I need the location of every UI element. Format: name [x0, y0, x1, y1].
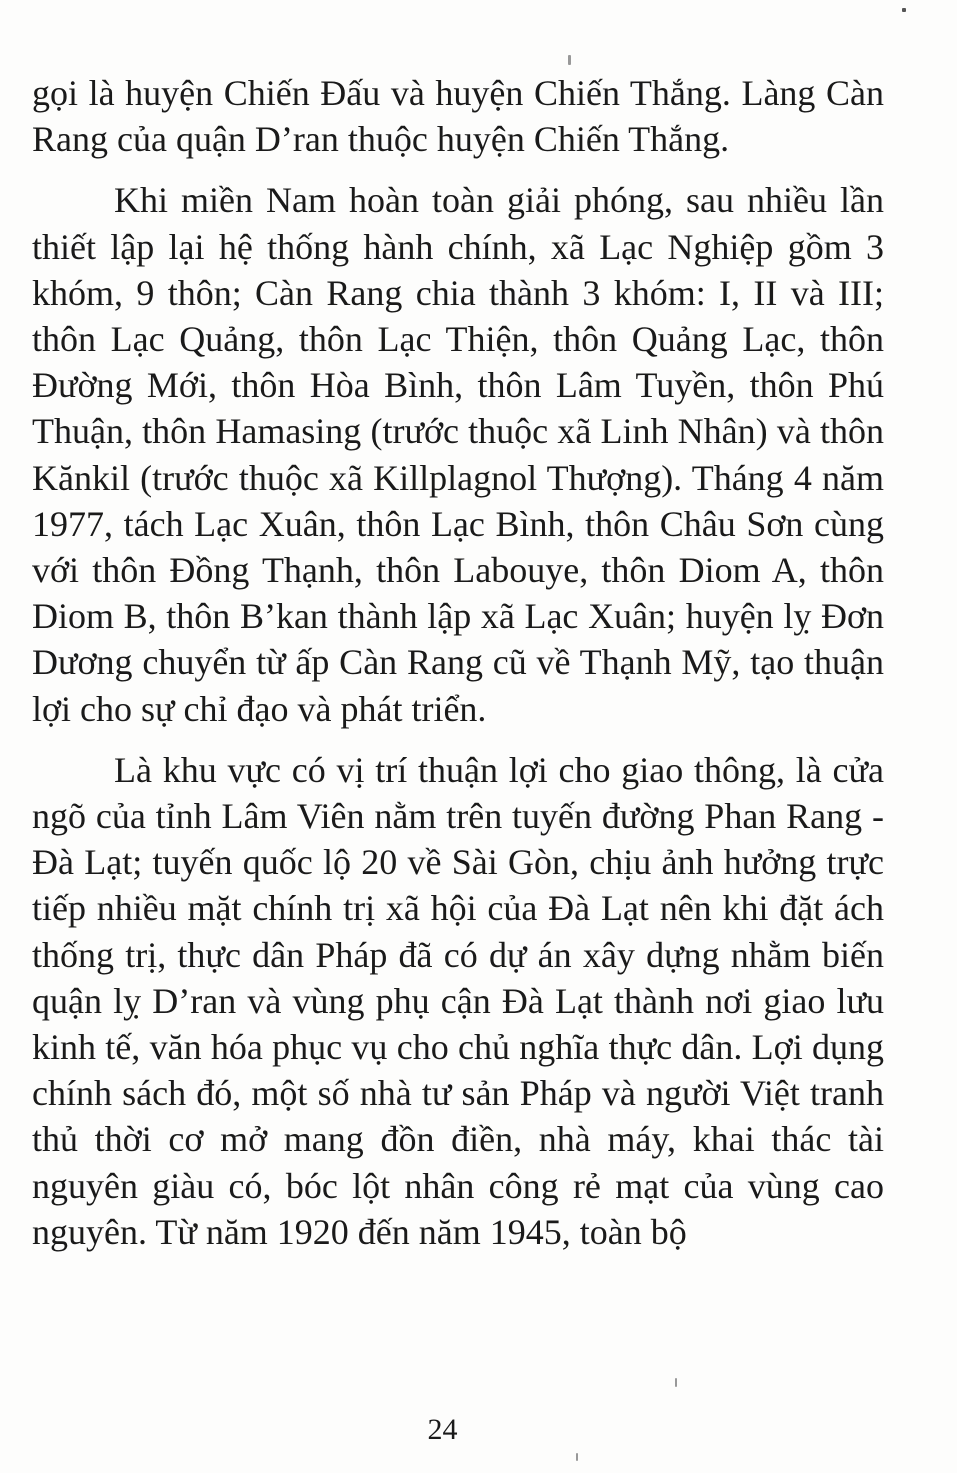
paragraph: Là khu vực có vị trí thuận lợi cho giao thông, là cửa ngõ của tỉnh Lâm Viên nằm trên tuyến đường Phan Rang - Đà Lạt; tuyến quốc lộ 20 về Sài Gòn, chịu ảnh hưởng trực tiếp nhiều mặt chính trị xã hội của Đà Lạt nên khi đặt ách thống trị, thực dân Pháp đã có dự án xây dựng nhằm biến quận lỵ D’ran và vùng phụ cận Đà Lạt thành nơi giao lưu kinh tế, văn hóa phục vụ cho chủ nghĩa thực dân. Lợi dụng chính sách đó, một số nhà tư sản Pháp và người Việt tranh thủ thời cơ mở mang đồn điền, nhà máy, khai thác tài nguyên giàu có, bóc lột nhân công rẻ mạt của vùng cao nguyên. Từ năm 1920 đến năm 1945, toàn bộ [32, 749, 884, 1252]
scan-speck [902, 8, 906, 12]
paragraph-continued: gọi là huyện Chiến Đấu và huyện Chiến Thắng. Làng Càn Rang của quận D’ran thuộc huyện Chiến Thắng. [32, 73, 884, 160]
paragraph: Khi miền Nam hoàn toàn giải phóng, sau nhiều lần thiết lập lại hệ thống hành chính, xã Lạc Nghiệp gồm 3 khóm, 9 thôn; Càn Rang chia thành 3 khóm: I, II và III; thôn Lạc Quảng, thôn Lạc Thiện, thôn Quảng Lạc, thôn Đường Mới, thôn Hòa Bình, thôn Lâm Tuyền, thôn Phú Thuận, thôn Hamasing (trước thuộc xã Linh Nhân) và thôn Kănkil (trước thuộc xã Killplagnol Thượng). Tháng 4 năm 1977, tách Lạc Xuân, thôn Lạc Bình, thôn Châu Sơn cùng với thôn Đồng Thạnh, thôn Labouye, thôn Diom A, thôn Diom B, thôn B’kan thành lập xã Lạc Xuân; huyện lỵ Đơn Dương chuyển từ ấp Càn Rang cũ về Thạnh Mỹ, tạo thuận lợi cho sự chỉ đạo và phát triển. [32, 180, 884, 729]
scan-speck [568, 55, 571, 65]
body-text [32, 70, 884, 1255]
page-number: 24 [427, 1413, 458, 1446]
scan-speck [576, 1453, 578, 1461]
scan-speck [675, 1378, 677, 1387]
